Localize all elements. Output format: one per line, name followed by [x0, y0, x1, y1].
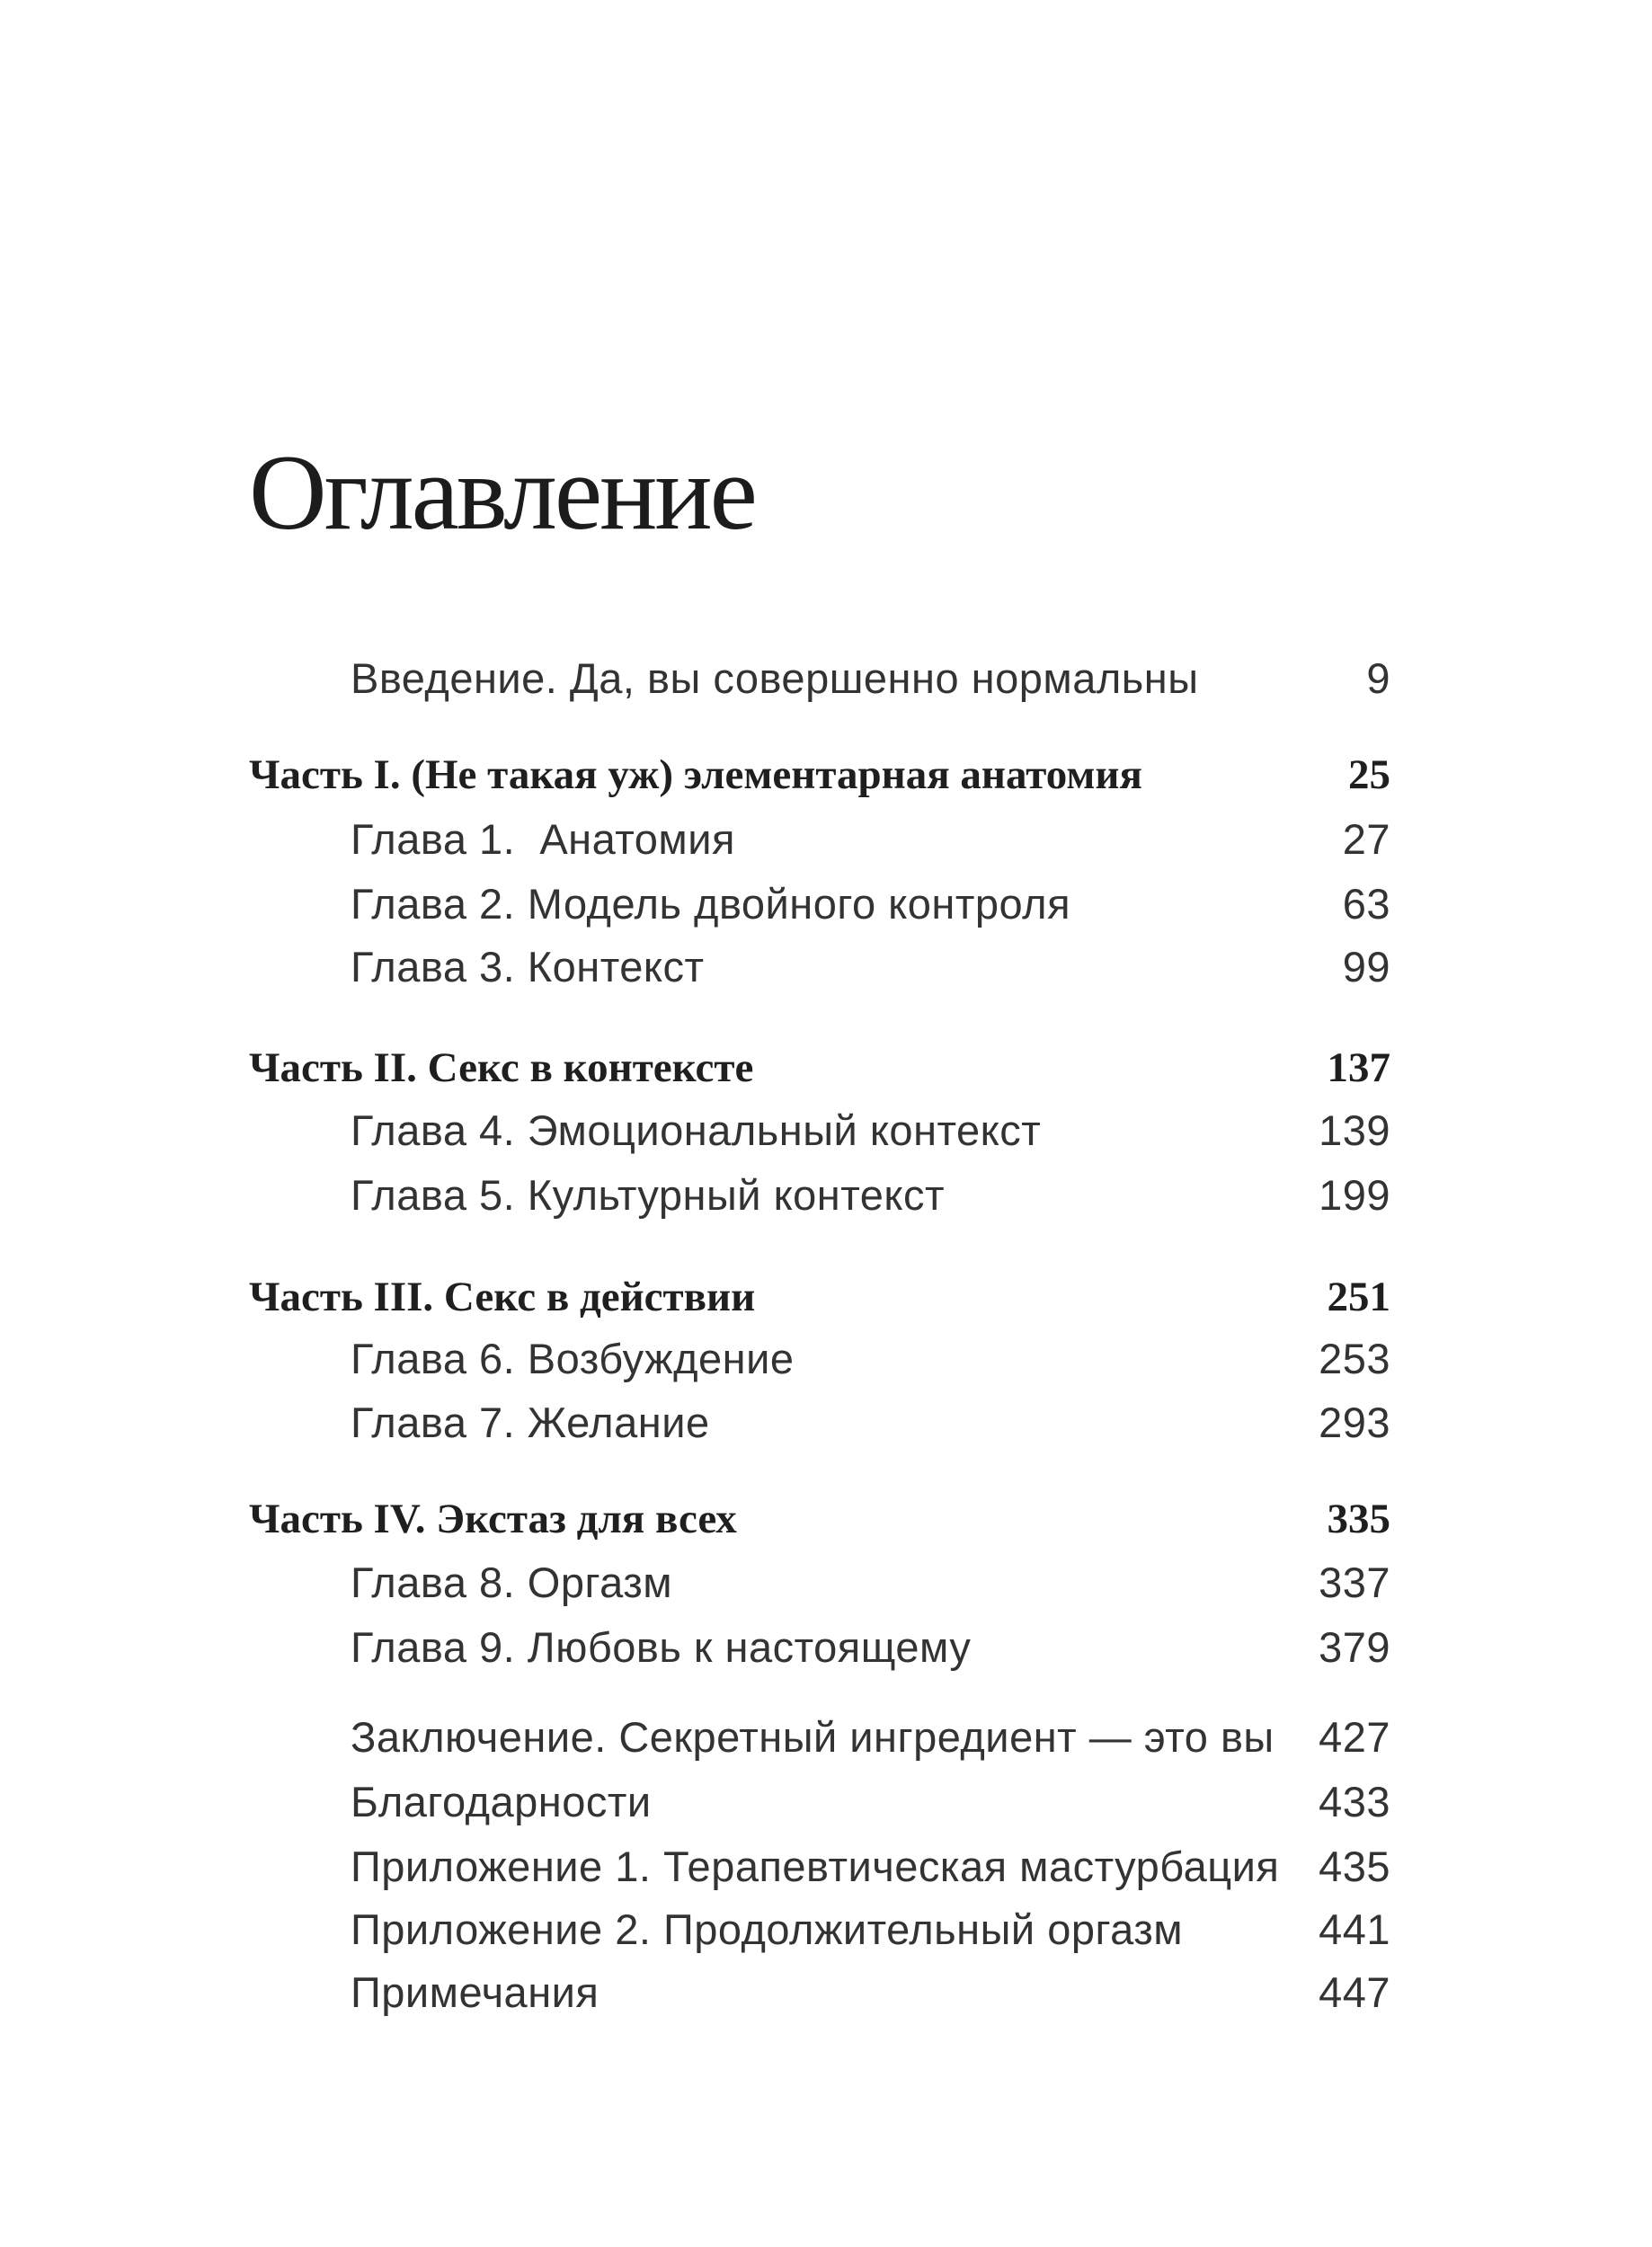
toc-entry-page-number: 199 — [1319, 1171, 1390, 1219]
toc-entry-label: Глава 6. Возбуждение — [351, 1335, 795, 1382]
toc-entry-page-number: 293 — [1319, 1399, 1390, 1446]
toc-entry-chapter-6 — [351, 1328, 1390, 1390]
toc-entry-page-number: 27 — [1342, 815, 1390, 863]
toc-entry-label: Введение. Да, вы совершенно нормальны — [351, 654, 1199, 702]
toc-entry-label: Приложение 1. Терапевтическая мастурбация — [351, 1843, 1280, 1890]
toc-entry-chapter-4 — [351, 1099, 1390, 1162]
toc-entry-notes — [351, 1961, 1390, 2024]
toc-entry-page-number: 427 — [1319, 1713, 1390, 1761]
page-title: Оглавление — [249, 432, 755, 552]
toc-entry-part-3 — [249, 1266, 1390, 1328]
toc-entry-label: Заключение. Секретный ингредиент — это вы — [351, 1713, 1275, 1761]
toc-entry-part-4 — [249, 1488, 1390, 1550]
toc-entry-page-number: 337 — [1319, 1559, 1390, 1606]
toc-entry-label: Глава 8. Оргазм — [351, 1559, 673, 1606]
toc-entry-introduction — [351, 647, 1390, 710]
toc-entry-page-number: 139 — [1319, 1106, 1390, 1154]
toc-entry-label: Глава 1. Анатомия — [351, 815, 735, 863]
toc-entry-page-number: 441 — [1319, 1905, 1390, 1953]
toc-entry-chapter-1 — [351, 808, 1390, 871]
toc-entry-chapter-3 — [351, 936, 1390, 999]
toc-entry-chapter-8 — [351, 1551, 1390, 1614]
toc-entry-page-number: 63 — [1342, 880, 1390, 928]
toc-entry-page-number: 379 — [1319, 1623, 1390, 1671]
toc-entry-label: Глава 5. Культурный контекст — [351, 1171, 946, 1219]
toc-entry-label: Примечания — [351, 1968, 600, 2016]
toc-entry-label: Глава 9. Любовь к настоящему — [351, 1623, 972, 1671]
toc-entry-page-number: 137 — [1327, 1044, 1390, 1091]
toc-entry-page-number: 9 — [1366, 654, 1390, 702]
toc-entry-label: Глава 2. Модель двойного контроля — [351, 880, 1071, 928]
toc-entry-page-number: 447 — [1319, 1968, 1390, 2016]
toc-entry-label: Глава 7. Желание — [351, 1399, 710, 1446]
toc-entry-part-2 — [249, 1036, 1390, 1099]
toc-entry-conclusion — [351, 1706, 1390, 1769]
toc-entry-chapter-2 — [351, 873, 1390, 936]
toc-entry-page-number: 253 — [1319, 1335, 1390, 1382]
toc-entry-acknowledgements — [351, 1771, 1390, 1834]
toc-entry-appendix-1 — [351, 1835, 1390, 1898]
toc-entry-chapter-7 — [351, 1391, 1390, 1454]
toc-entry-page-number: 251 — [1327, 1274, 1390, 1320]
toc-entry-label: Благодарности — [351, 1778, 652, 1825]
toc-entry-label: Глава 4. Эмоциональный контекст — [351, 1106, 1042, 1154]
toc-entry-label: Часть I. (Не такая уж) элементарная анатомия — [249, 751, 1142, 798]
toc-entry-page-number: 435 — [1319, 1843, 1390, 1890]
toc-entry-label: Часть IV. Экстаз для всех — [249, 1496, 737, 1542]
toc-entry-label: Часть II. Секс в контексте — [249, 1044, 754, 1091]
toc-entry-label: Приложение 2. Продолжительный оргазм — [351, 1905, 1184, 1953]
toc-entry-page-number: 433 — [1319, 1778, 1390, 1825]
toc-entry-chapter-9 — [351, 1616, 1390, 1679]
toc-entry-chapter-5 — [351, 1164, 1390, 1227]
toc-entry-part-1 — [249, 743, 1390, 806]
toc-entry-label: Глава 3. Контекст — [351, 943, 705, 990]
toc-entry-page-number: 99 — [1342, 943, 1390, 990]
toc-entry-label: Часть III. Секс в действии — [249, 1274, 756, 1320]
toc-entry-appendix-2 — [351, 1898, 1390, 1961]
toc-entry-page-number: 335 — [1327, 1496, 1390, 1542]
toc-entry-page-number: 25 — [1348, 751, 1390, 798]
